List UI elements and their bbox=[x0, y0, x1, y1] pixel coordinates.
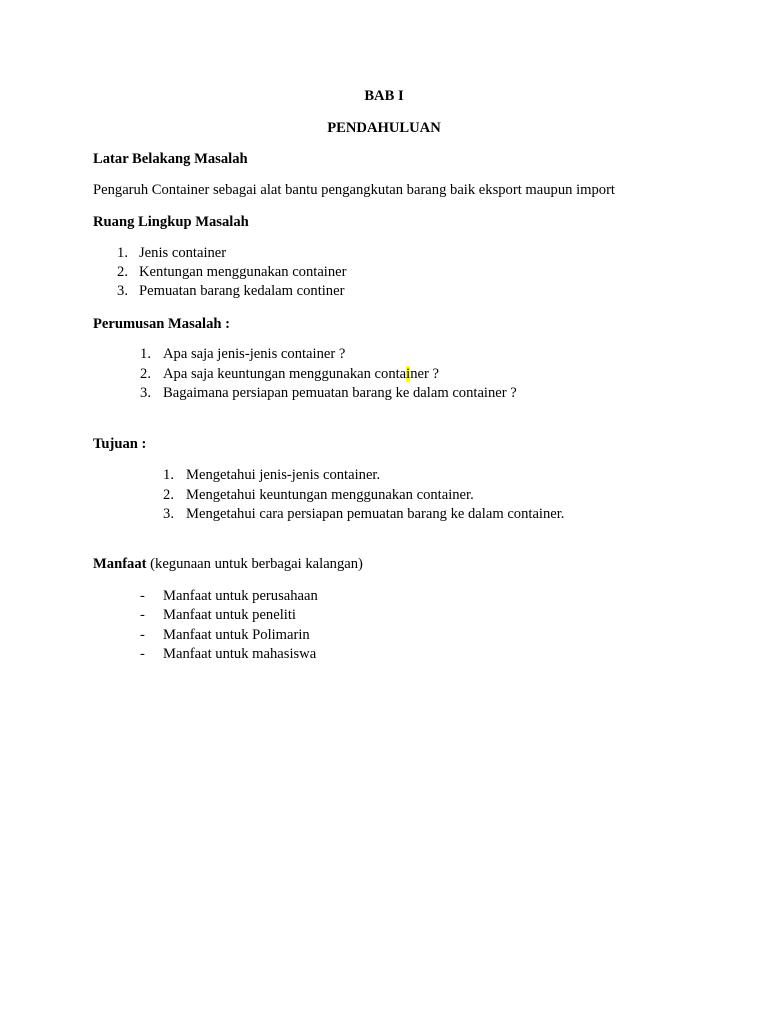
section-heading-perumusan: Perumusan Masalah : bbox=[93, 316, 231, 332]
list-item-text: Kentungan menggunakan container bbox=[139, 264, 347, 280]
list-item-text: Mengetahui cara persiapan pemuatan barang ke dalam container. bbox=[186, 506, 565, 522]
text-segment: Apa saja keuntungan menggunakan conta bbox=[163, 366, 407, 382]
list-item-number: 1. bbox=[117, 245, 128, 261]
bullet-dash: - bbox=[140, 627, 145, 643]
list-item-text: Manfaat untuk Polimarin bbox=[163, 627, 310, 643]
section-heading-ruang: Ruang Lingkup Masalah bbox=[93, 214, 249, 230]
section-heading-latar: Latar Belakang Masalah bbox=[93, 151, 248, 167]
list-item-text: Bagaimana persiapan pemuatan barang ke dalam container ? bbox=[163, 385, 517, 401]
list-item-number: 1. bbox=[163, 467, 174, 483]
chapter-title: PENDAHULUAN bbox=[327, 120, 441, 136]
section-heading-tujuan: Tujuan : bbox=[93, 436, 147, 452]
list-item-text: Mengetahui keuntungan menggunakan container. bbox=[186, 487, 474, 503]
list-item-number: 3. bbox=[140, 385, 151, 401]
list-item-number: 2. bbox=[163, 487, 174, 503]
list-item-number: 3. bbox=[117, 283, 128, 299]
list-item-text: Manfaat untuk perusahaan bbox=[163, 588, 318, 604]
list-item-text bbox=[163, 365, 439, 385]
section-heading-manfaat-line bbox=[93, 555, 363, 575]
text-segment: ner ? bbox=[410, 366, 439, 382]
list-item-number: 2. bbox=[140, 366, 151, 382]
list-item-number: 3. bbox=[163, 506, 174, 522]
bullet-dash: - bbox=[140, 646, 145, 662]
section-heading-manfaat: Manfaat bbox=[93, 556, 147, 572]
list-item-text: Apa saja jenis-jenis container ? bbox=[163, 346, 346, 362]
highlighted-text: i bbox=[406, 366, 411, 382]
list-item-text: Manfaat untuk peneliti bbox=[163, 607, 296, 623]
list-item-text: Jenis container bbox=[139, 245, 227, 261]
list-item-text: Pemuatan barang kedalam continer bbox=[139, 283, 345, 299]
section-body-latar: Pengaruh Container sebagai alat bantu pengangkutan barang baik eksport maupun import bbox=[93, 182, 615, 198]
list-item-text: Manfaat untuk mahasiswa bbox=[163, 646, 317, 662]
list-item-number: 2. bbox=[117, 264, 128, 280]
list-item-text: Mengetahui jenis-jenis container. bbox=[186, 467, 381, 483]
bullet-dash: - bbox=[140, 588, 145, 604]
chapter-number: BAB I bbox=[364, 88, 404, 104]
section-subheading-manfaat: (kegunaan untuk berbagai kalangan) bbox=[146, 556, 363, 572]
bullet-dash: - bbox=[140, 607, 145, 623]
list-item-number: 1. bbox=[140, 346, 151, 362]
